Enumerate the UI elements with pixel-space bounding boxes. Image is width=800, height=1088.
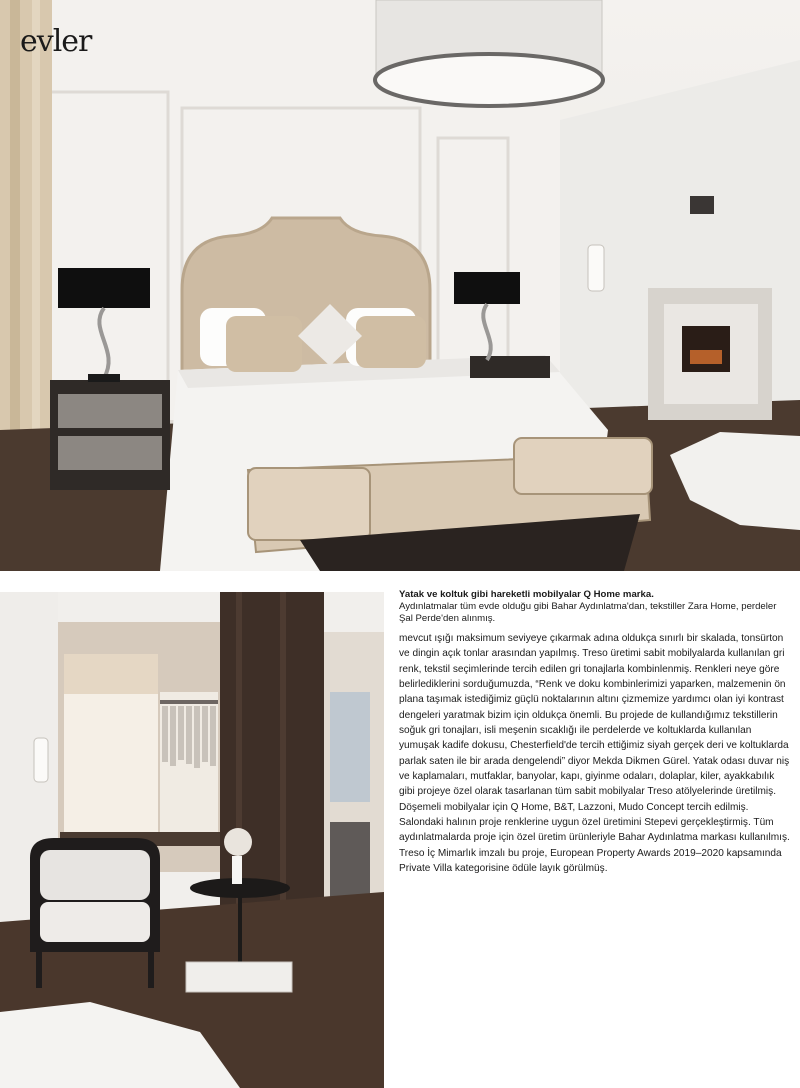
photo-caption (399, 589, 791, 625)
caption-headline: Yatak ve koltuk gibi hareketli mobilyalar Q Home marka. (399, 589, 654, 600)
article-column (399, 589, 791, 877)
dressing-room-photo (0, 592, 384, 1088)
article-body: mevcut ışığı maksimum seviyeye çıkarmak adına oldukça sınırlı bir skalada, tonsürton ve dingin açık tonlar arasından yapılmış. Treso üretimi sabit mobilyalarda kullanılan gri renk, tekstil seçimlerinde tercih edilen gri tonajlarla kombinlenmiş. Renkleri neye göre belirlediklerini sorduğumuzda, “Renk ve doku kombinlerimizi yaparken, malzemenin ön plana taşımak istediğimiz güçlü noktalarının altını çizmemize yardımcı olan iyi kontrast dengeleri yaratmak bizim için oldukça önemli. Bu projede de kullandığımız tekstillerin soğuk gri tonajları, isli meşenin sıcaklığı ile perdelerde ve koltuklarda kullanılan yumuşak kadife dokusu, Chesterfield'de tercih ettiğimiz siyah gerçek deri ve koltuklarda parlak saten ile bir arada dengelendi” diyor Mekda Dikmen Gürel. Yatak odası duvar niş ve kaplamaları, mutfaklar, banyolar, kapı, giyinme odaları, dolaplar, kiler, ayakkabılık gibi projeye özel olarak tasarlanan tüm sabit mobilyalar Treso atölyelerinde üretilmiş. Döşemeli mobilyalar için Q Home, B&T, Lazzoni, Mudo Concept tercih edilmiş. Salondaki halının proje renklerine uygun özel üretimini Stepevi gerçekleştirmiş. Tüm aydınlatmalarda proje için özel üretim ürünleriyle Bahar Aydınlatma markası kullanılmış. Treso İç Mimarlık imzalı bu proje, European Property Awards 2019–2020 kapsamında Private Villa kategorisine ödüle layık görülmüş. (399, 633, 790, 875)
caption-text: Aydınlatmalar tüm evde olduğu gibi Bahar Aydınlatma'dan, tekstiller Zara Home, perdeler Şal Perde'den alınmış. (399, 601, 777, 624)
section-label: evler (20, 24, 92, 59)
